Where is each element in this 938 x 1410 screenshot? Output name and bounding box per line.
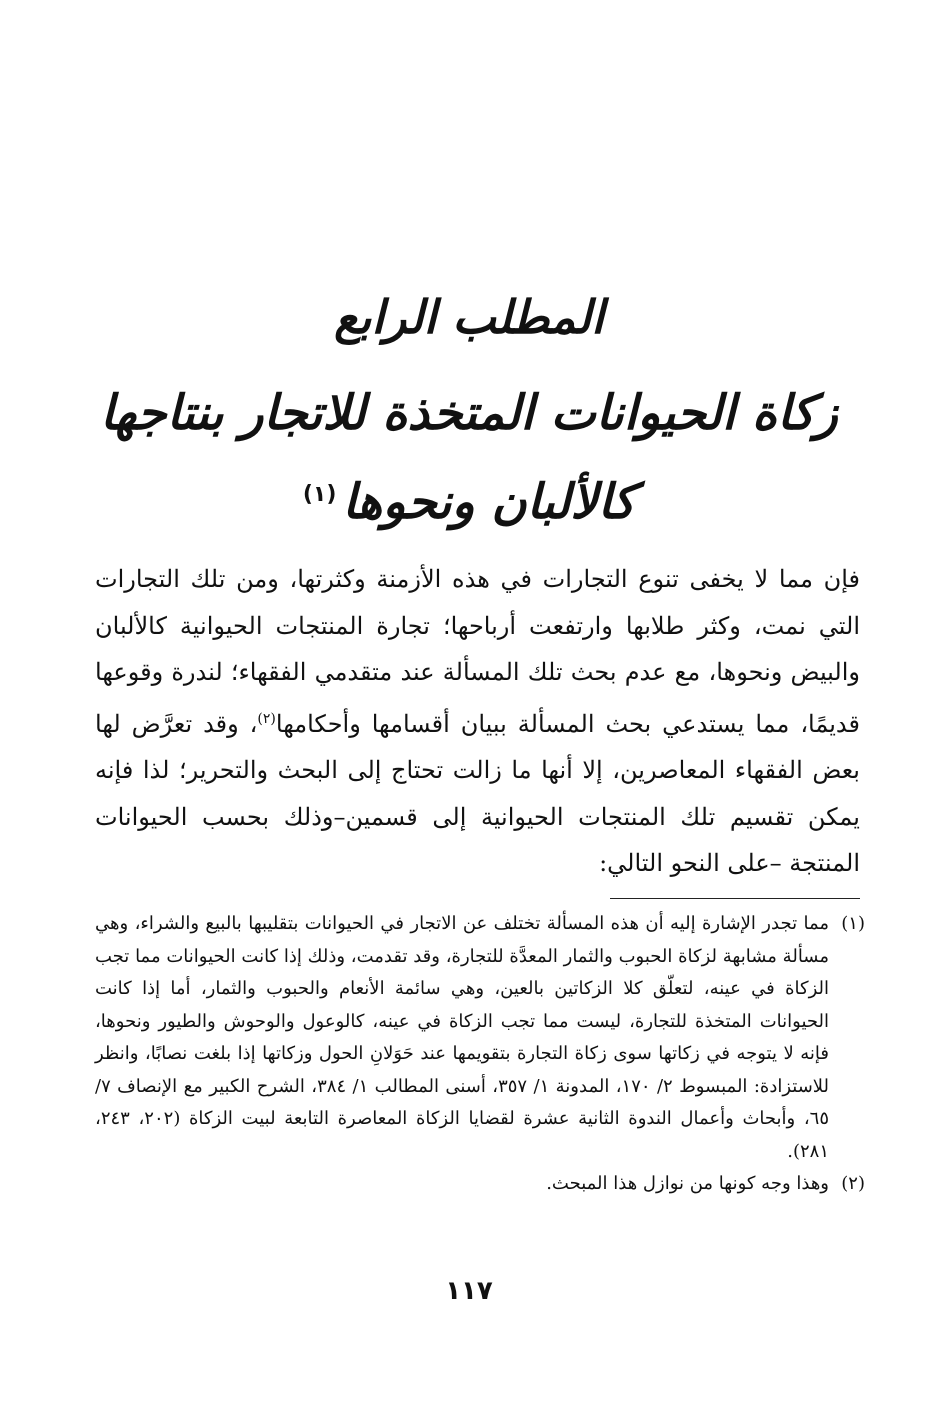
footnote-1-number: (١) — [841, 913, 865, 934]
section-title-line-1 — [60, 385, 878, 441]
page-number: ١١٧ — [445, 1276, 493, 1306]
section-title-line-1-text: زكاة الحيوانات المتخذة للاتجار بنتاجها — [100, 385, 838, 441]
section-heading-text: المطلب الرابع — [334, 290, 604, 344]
footnote-ref-2[interactable]: (٢) — [257, 710, 276, 727]
footnote-2-number: (٢) — [841, 1173, 865, 1194]
section-title-line-2-text: كالألبان ونحوها — [342, 474, 636, 530]
body-text-part-1: فإن مما لا يخفى تنوع التجارات في هذه الأزمنة وكثرتها، ومن تلك التجارات التي نمت، وكثر طلابها وارتفعت أرباحها؛ تجارة المنتجات الحيوانية كالألبان والبيض ونحوها، مع عدم بحث تلك المسألة عند متقدمي الفقهاء؛ لندرة وقوعها قديمًا، مما يستدعي بحث المسألة ببيان أقسامها وأحكامها — [95, 565, 860, 738]
footnotes — [95, 908, 865, 1201]
footnote-ref-1[interactable]: (١) — [302, 482, 337, 507]
footnote-2 — [95, 1168, 865, 1201]
section-title-line-2 — [60, 474, 878, 530]
body-paragraph — [95, 556, 860, 887]
body-text-part-2: ، وقد تعرَّض لها بعض الفقهاء المعاصرين، إلا أنها ما زالت تحتاج إلى البحث والتحرير؛ لذا فإنه يمكن تقسيم تلك المنتجات الحيوانية إلى قسمين–وذلك بحسب الحيوانات المنتجة –على النحو التالي: — [95, 709, 860, 877]
footnote-1-text: مما تجدر الإشارة إليه أن هذه المسألة تختلف عن الاتجار في الحيوانات بتقليبها بالبيع والشراء، وهي مسألة مشابهة لزكاة الحبوب والثمار المعدَّة للتجارة، وقد تقدمت، وذلك إذا كانت الحيوانات مما تجب الزكاة في عينه، لتعلّق كلا الزكاتين بالعين، وهي سائمة الأنعام والحبوب والثمار، أما إذا كانت الحيوانات المتخذة للتجارة، ليست مما تجب الزكاة في عينه، كالوعول والوحوش والطيور ونحوها، فإنه لا يتوجه في زكاتها سوى زكاة التجارة بتقويمها عند حَوَلانِ الحول وزكاتها إذا بلغت نصابًا، وانظر للاستزادة: المبسوط ٢/ ١٧٠، المدونة ١/ ٣٥٧، أسنى المطالب ١/ ٣٨٤، الشرح الكبير مع الإنصاف ٧/ ٦٥، وأبحاث وأعمال الندوة الثانية عشرة لقضايا الزكاة المعاصرة التابعة لبيت الزكاة (٢٠٢، ٢٤٣، ٢٨١). — [95, 913, 830, 1162]
footnote-separator — [610, 898, 860, 899]
footnote-1 — [95, 908, 865, 1168]
section-heading — [60, 290, 878, 344]
footnote-2-text: وهذا وجه كونها من نوازل هذا المبحث. — [546, 1173, 829, 1194]
